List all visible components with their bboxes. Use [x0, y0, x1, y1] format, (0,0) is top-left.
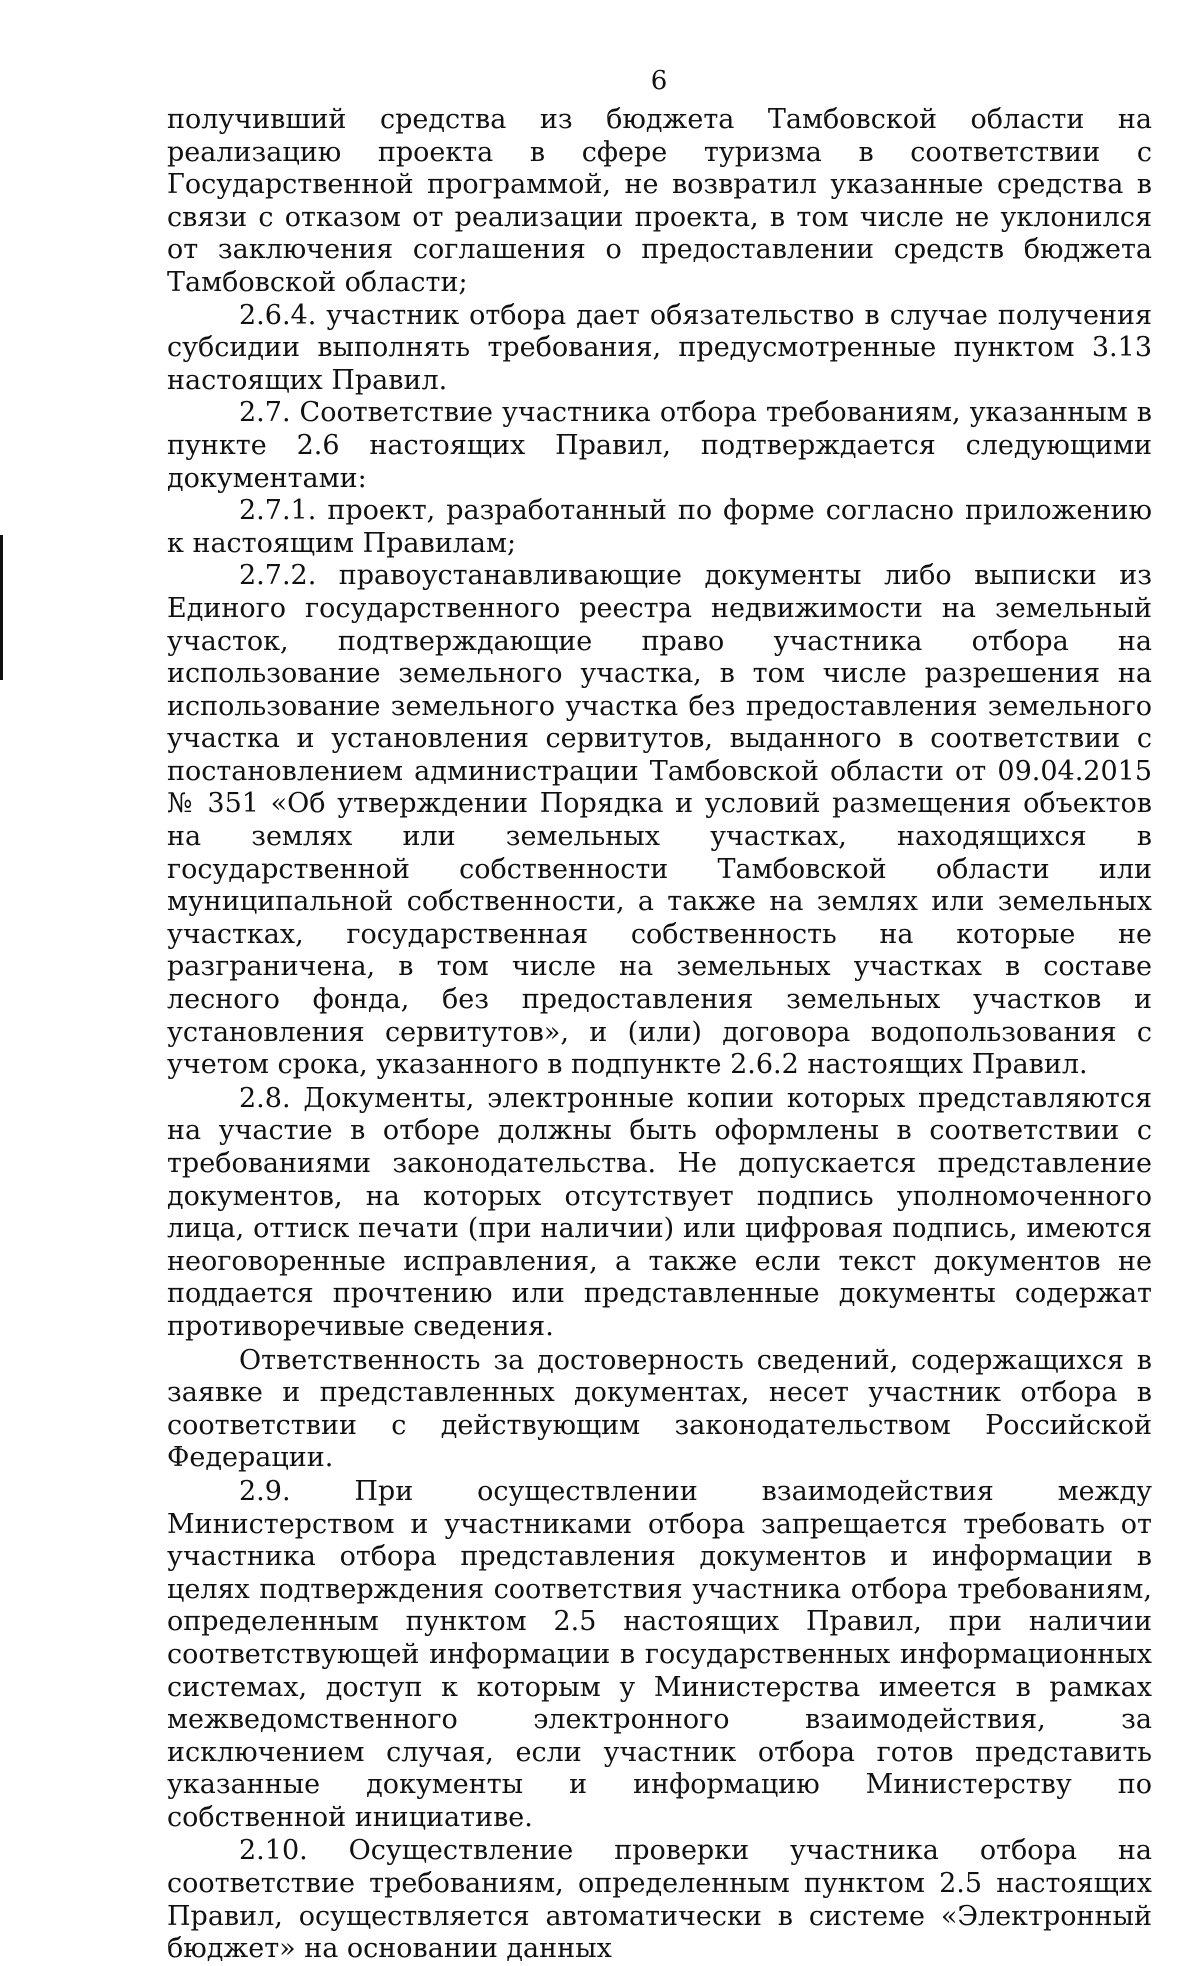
- paragraph-2-6-4: 2.6.4. участник отбора дает обязательство в случае получения субсидии выполнять требования, предусмотренные пунктом 3.13 настоящих Правил.: [167, 299, 1152, 396]
- paragraph-2-7-2: 2.7.2. правоустанавливающие документы либо выписки из Единого государственного реестра недвижимости на земельный участок, подтверждающие право участника отбора на использование земельного участка, в том числе разрешения на использование земельного участка без предоставления земельного участка и установления сервитутов, выданного в соответствии с постановлением администрации Тамбовской области от 09.04.2015 № 351 «Об утверждении Порядка и условий размещения объектов на землях или земельных участках, находящихся в государственной собственности Тамбовской области или муниципальной собственности, а также на землях или земельных участках, государственная собственность на которые не разграничена, в том числе на земельных участках в составе лесного фонда, без предоставления земельных участков и установления сервитутов», и (или) договора водопользования с учетом срока, указанного в подпункте 2.6.2 настоящих Правил.: [167, 560, 1152, 1081]
- document-body: [167, 104, 1152, 1966]
- paragraph-2-10: 2.10. Осуществление проверки участника отбора на соответствие требованиям, определенным пунктом 2.5 настоящих Правил, осуществляется автоматически в системе «Электронный бюджет» на основании данных: [167, 1835, 1152, 1965]
- paragraph-continuation: получивший средства из бюджета Тамбовской области на реализацию проекта в сфере туризма в соответствии с Государственной программой, не возвратил указанные средства в связи с отказом от реализации проекта, в том числе не уклонился от заключения соглашения о предоставлении средств бюджета Тамбовской области;: [167, 104, 1152, 298]
- page-number: 6: [650, 66, 668, 96]
- scan-edge-mark: [0, 535, 3, 680]
- paragraph-2-7: 2.7. Соответствие участника отбора требованиям, указанным в пункте 2.6 настоящих Правил, подтверждается следующими документами:: [167, 397, 1152, 494]
- paragraph-2-8: 2.8. Документы, электронные копии которых представляются на участие в отборе должны быть оформлены в соответствии с требованиями законодательства. Не допускается представление документов, на которых отсутствует подпись уполномоченного лица, оттиск печати (при наличии) или цифровая подпись, имеются неоговоренные исправления, а также если текст документов не поддается прочтению или представленные документы содержат противоречивые сведения.: [167, 1082, 1152, 1342]
- paragraph-responsibility: Ответственность за достоверность сведений, содержащихся в заявке и представленных документах, несет участник отбора в соответствии с действующим законодательством Российской Федерации.: [167, 1344, 1152, 1474]
- paragraph-2-7-1: 2.7.1. проект, разработанный по форме согласно приложению к настоящим Правилам;: [167, 495, 1152, 559]
- paragraph-2-9: 2.9. При осуществлении взаимодействия между Министерством и участниками отбора запрещается требовать от участника отбора представления документов и информации в целях подтверждения соответствия участника отбора требованиям, определенным пунктом 2.5 настоящих Правил, при наличии соответствующей информации в государственных информационных системах, доступ к которым у Министерства имеется в рамках межведомственного электронного взаимодействия, за исключением случая, если участник отбора готов представить указанные документы и информацию Министерству по собственной инициативе.: [167, 1475, 1152, 1833]
